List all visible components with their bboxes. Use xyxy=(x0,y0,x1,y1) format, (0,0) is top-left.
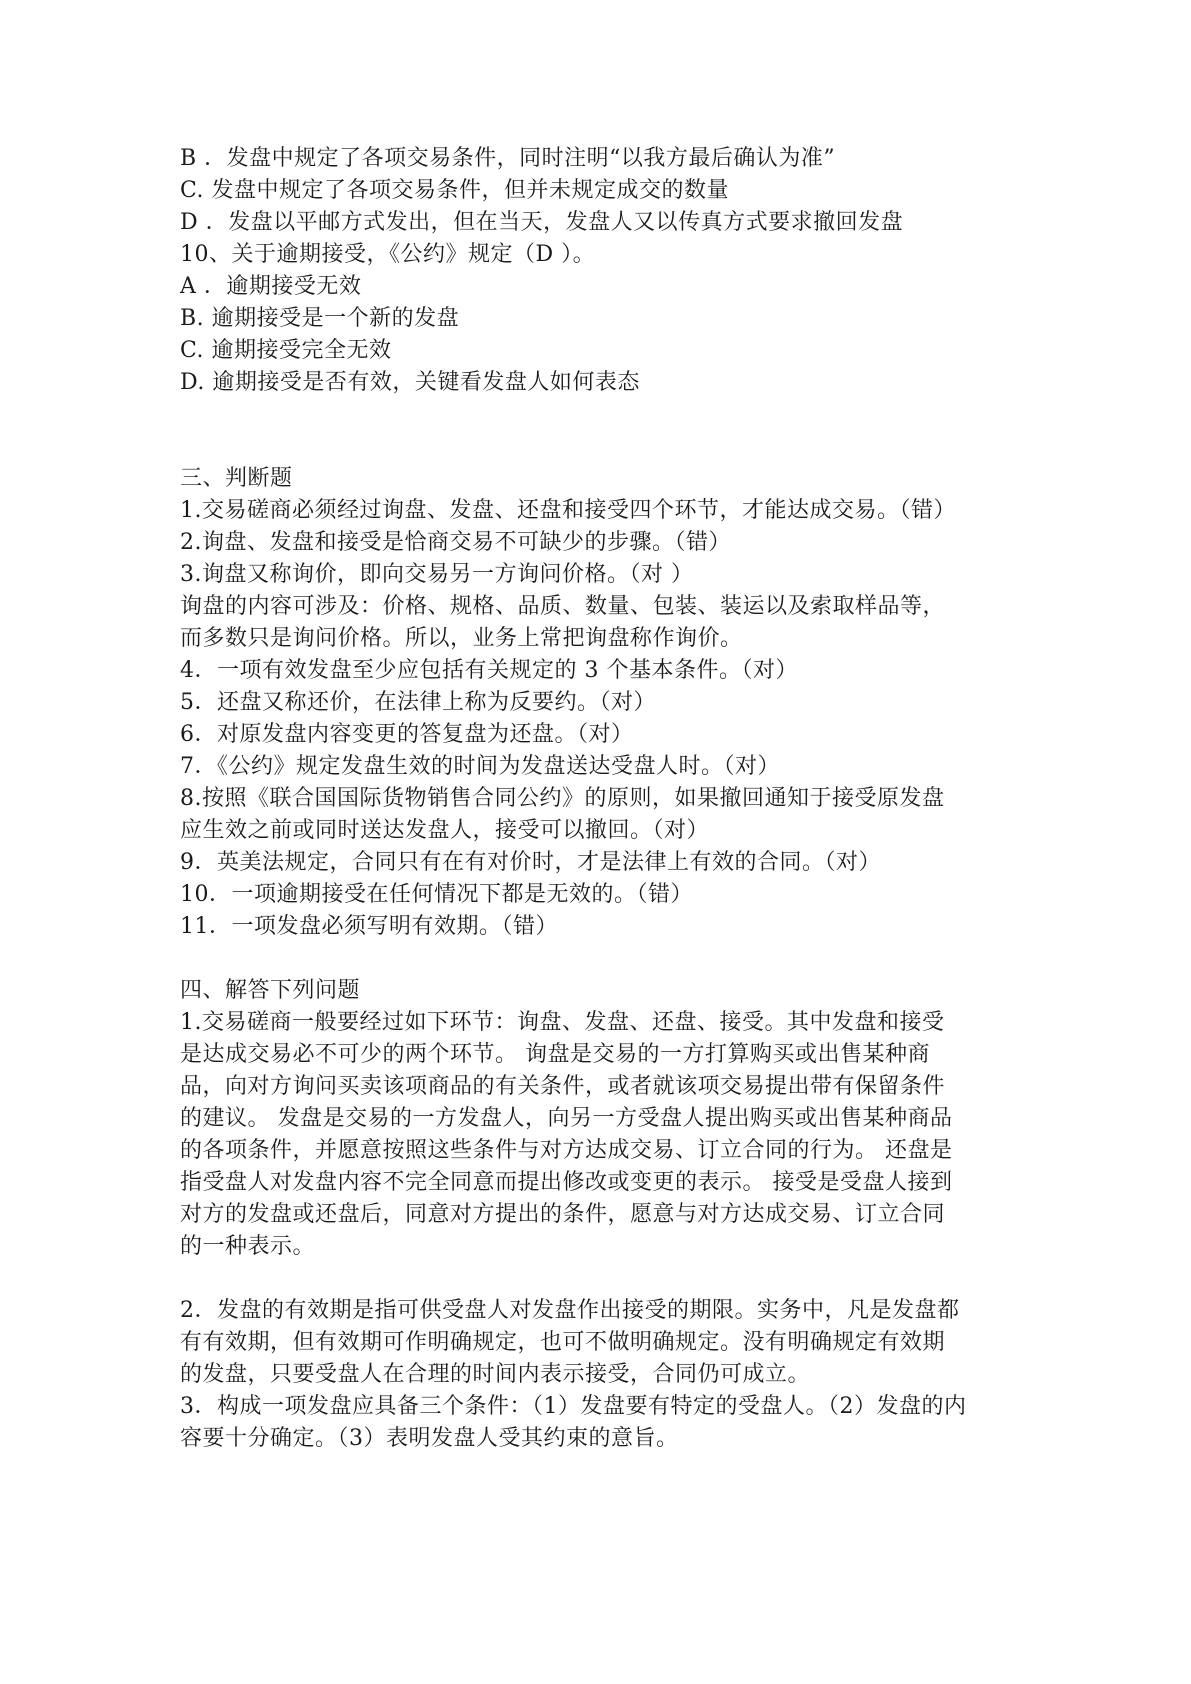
question-10-text: 10、关于逾期接受，《公约》规定（D ）。 xyxy=(180,242,596,267)
judgement-line: 4．一项有效发盘至少应包括有关规定的 3 个基本条件。（对） xyxy=(180,658,798,683)
answer-line: 指受盘人对发盘内容不完全同意而提出修改或变更的表示。 接受是受盘人接到 xyxy=(180,1170,953,1195)
answer-1 xyxy=(180,1007,1010,1263)
option-b: B ．发盘中规定了各项交易条件，同时注明“以我方最后确认为准” xyxy=(180,146,836,171)
answer-line: 对方的发盘或还盘后，同意对方提出的条件，愿意与对方达成交易、订立合同 xyxy=(180,1202,946,1227)
judgement-line: 询盘的内容可涉及：价格、规格、品质、数量、包装、装运以及索取样品等， xyxy=(180,594,946,619)
judgement-line: 1.交易磋商必须经过询盘、发盘、还盘和接受四个环节，才能达成交易。（错） xyxy=(180,498,956,523)
q10-option-b: B. 逾期接受是一个新的发盘 xyxy=(180,306,460,331)
section-heading: 四、解答下列问题 xyxy=(180,978,361,1003)
judgement-line: 3.询盘又称询价，即向交易另一方询问价格。（对 ） xyxy=(180,562,694,587)
judgement-line: 5．还盘又称还价，在法律上称为反要约。（对） xyxy=(180,690,656,715)
spacer xyxy=(180,943,1010,975)
spacer xyxy=(180,1263,1010,1295)
judgement-line: 2.询盘、发盘和接受是恰商交易不可缺少的步骤。（错） xyxy=(180,530,731,555)
judgement-line: 8.按照《联合国国际货物销售合同公约》的原则，如果撤回通知于接受原发盘 xyxy=(180,786,945,811)
judgement-line: 6．对原发盘内容变更的答复盘为还盘。（对） xyxy=(180,722,634,747)
option-c: C. 发盘中规定了各项交易条件，但并未规定成交的数量 xyxy=(180,178,730,203)
judgement-line: 而多数只是询问价格。所以，业务上常把询盘称作询价。 xyxy=(180,626,743,651)
answer-line: 的各项条件，并愿意按照这些条件与对方达成交易、订立合同的行为。 还盘是 xyxy=(180,1138,953,1163)
answer-line: 的建议。 发盘是交易的一方发盘人，向另一方受盘人提出购买或出售某种商品 xyxy=(180,1106,953,1131)
judgement-line: 11．一项发盘必须写明有效期。（错） xyxy=(180,914,558,939)
answer-line: 品，向对方询问买卖该项商品的有关条件，或者就该项交易提出带有保留条件 xyxy=(180,1074,946,1099)
answer-line: 2．发盘的有效期是指可供受盘人对发盘作出接受的期限。实务中，凡是发盘都 xyxy=(180,1298,960,1323)
judgement-line: 应生效之前或同时送达发盘人，接受可以撤回。（对） xyxy=(180,818,710,843)
judgement-line: 9．英美法规定，合同只有在有对价时，才是法律上有效的合同。（对） xyxy=(180,850,881,875)
answer-2 xyxy=(180,1295,1010,1391)
option-d: D ．发盘以平邮方式发出，但在当天，发盘人又以传真方式要求撤回发盘 xyxy=(180,210,904,235)
answer-line: 3．构成一项发盘应具备三个条件：（1）发盘要有特定的受盘人。（2）发盘的内 xyxy=(180,1394,967,1419)
question-10 xyxy=(180,239,1010,399)
q10-option-a: A ．逾期接受无效 xyxy=(180,274,362,299)
section-true-false xyxy=(180,463,1010,943)
answer-line: 有有效期，但有效期可作明确规定，也可不做明确规定。没有明确规定有效期 xyxy=(180,1330,946,1355)
document-page xyxy=(180,143,1010,1455)
answer-line: 是达成交易必不可少的两个环节。 询盘是交易的一方打算购买或出售某种商 xyxy=(180,1042,930,1067)
q9-options xyxy=(180,143,1010,239)
q10-option-d: D. 逾期接受是否有效，关键看发盘人如何表态 xyxy=(180,370,640,395)
q10-option-c: C. 逾期接受完全无效 xyxy=(180,338,392,363)
answer-line: 的发盘，只要受盘人在合理的时间内表示接受，合同仍可成立。 xyxy=(180,1362,811,1387)
answer-line: 容要十分确定。（3）表明发盘人受其约束的意旨。 xyxy=(180,1426,679,1451)
judgement-line: 10．一项逾期接受在任何情况下都是无效的。（错） xyxy=(180,882,693,907)
spacer xyxy=(180,399,1010,463)
judgement-line: 7．《公约》规定发盘生效的时间为发盘送达受盘人时。（对） xyxy=(180,754,780,779)
section-short-answer xyxy=(180,975,1010,1455)
answer-3 xyxy=(180,1391,1010,1455)
section-heading: 三、判断题 xyxy=(180,466,293,491)
answer-line: 的一种表示。 xyxy=(180,1234,316,1259)
answer-line: 1.交易磋商一般要经过如下环节：询盘、发盘、还盘、接受。其中发盘和接受 xyxy=(180,1010,945,1035)
